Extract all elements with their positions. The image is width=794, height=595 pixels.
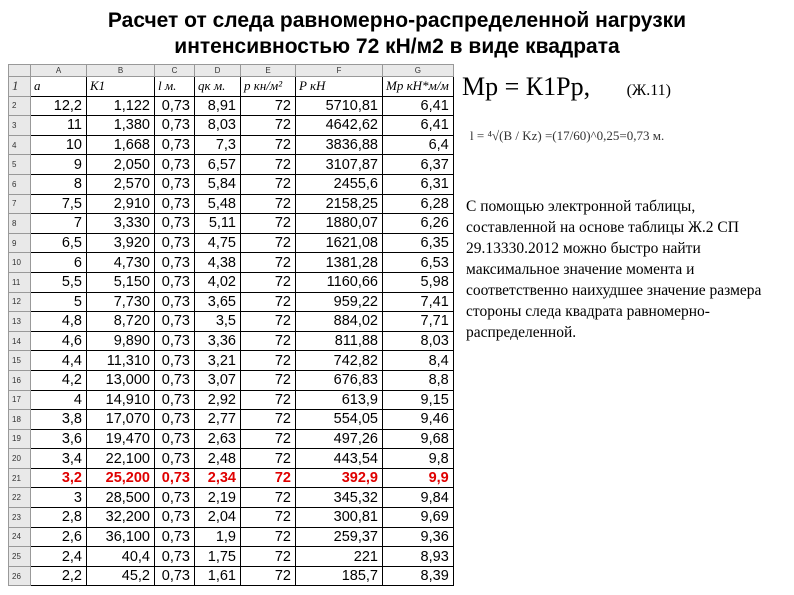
formula-tag: (Ж.11) — [626, 82, 671, 99]
table-cell[interactable]: 9,890 — [87, 331, 155, 351]
table-row — [9, 272, 454, 292]
table-cell[interactable]: 72 — [241, 292, 296, 312]
table-cell[interactable]: 8,91 — [195, 96, 241, 116]
table-cell[interactable]: 5,5 — [31, 272, 87, 292]
table-cell[interactable]: 8 — [31, 174, 87, 194]
table-row — [9, 410, 454, 430]
row-number-cell[interactable]: 1 — [9, 77, 31, 97]
table-cell[interactable]: 0,73 — [155, 116, 195, 136]
table-cell[interactable]: 0,73 — [155, 253, 195, 273]
title-line-2: интенсивностью 72 кН/м2 в виде квадрата — [174, 35, 620, 58]
table-cell[interactable]: 300,81 — [296, 508, 383, 528]
table-cell[interactable]: 3836,88 — [296, 135, 383, 155]
table-cell[interactable]: 9,69 — [383, 508, 454, 528]
table-cell[interactable]: 72 — [241, 272, 296, 292]
table-cell[interactable]: 0,73 — [155, 233, 195, 253]
table-row — [9, 135, 454, 155]
row-number-cell[interactable]: 6 — [9, 174, 31, 194]
table-cell[interactable]: 0,73 — [155, 547, 195, 567]
table-cell[interactable]: 6,31 — [383, 174, 454, 194]
table-cell[interactable]: 72 — [241, 116, 296, 136]
table-cell[interactable]: 2,19 — [195, 488, 241, 508]
table-cell[interactable]: 7,3 — [195, 135, 241, 155]
table-row — [9, 116, 454, 136]
table-cell[interactable]: 72 — [241, 547, 296, 567]
table-cell[interactable]: 6,41 — [383, 96, 454, 116]
row-number-cell[interactable]: 16 — [9, 370, 31, 390]
table-cell[interactable]: 19,470 — [87, 429, 155, 449]
table-cell[interactable]: D — [195, 65, 241, 77]
table-cell[interactable]: 22,100 — [87, 449, 155, 469]
table-cell[interactable]: 72 — [241, 527, 296, 547]
table-cell[interactable]: 9,8 — [383, 449, 454, 469]
table-cell[interactable]: 3,8 — [31, 410, 87, 430]
table-cell[interactable]: 6,57 — [195, 155, 241, 175]
table-cell[interactable]: 4,730 — [87, 253, 155, 273]
table-cell[interactable]: 3,4 — [31, 449, 87, 469]
table-row — [9, 174, 454, 194]
table-cell[interactable]: 72 — [241, 253, 296, 273]
table-row — [9, 155, 454, 175]
table-cell[interactable]: 2,6 — [31, 527, 87, 547]
table-cell[interactable]: 8,93 — [383, 547, 454, 567]
table-cell[interactable]: 8,03 — [383, 331, 454, 351]
header-row — [9, 77, 454, 97]
table-cell[interactable]: 8,39 — [383, 566, 454, 586]
table-cell[interactable]: 613,9 — [296, 390, 383, 410]
table-cell[interactable]: 36,100 — [87, 527, 155, 547]
table-cell[interactable]: 3,6 — [31, 429, 87, 449]
table-cell[interactable]: K1 — [87, 77, 155, 97]
table-cell[interactable]: 4,75 — [195, 233, 241, 253]
table-cell[interactable]: 3,920 — [87, 233, 155, 253]
description-paragraph: С помощью электронной таблицы, составленной на основе таблицы Ж.2 СП 29.13330.2012 можно быстро найти максимальное значение момента и соответственно наихудшее значение размера стороны следа квадрата равномерно-распределенной. — [466, 198, 762, 341]
table-cell[interactable]: 6,35 — [383, 233, 454, 253]
table-cell[interactable]: 0,73 — [155, 370, 195, 390]
table-cell[interactable]: 14,910 — [87, 390, 155, 410]
formula-main: Мр = К1Рр, — [462, 72, 591, 101]
table-cell[interactable]: 0,73 — [155, 96, 195, 116]
table-cell[interactable]: 7,730 — [87, 292, 155, 312]
table-row — [9, 429, 454, 449]
table-cell[interactable]: 6,4 — [383, 135, 454, 155]
data-table — [8, 64, 454, 586]
table-cell[interactable]: 72 — [241, 214, 296, 234]
table-cell[interactable]: 17,070 — [87, 410, 155, 430]
table-row — [9, 351, 454, 371]
table-row — [9, 233, 454, 253]
table-cell[interactable]: 72 — [241, 331, 296, 351]
table-cell[interactable]: 3,36 — [195, 331, 241, 351]
row-number-cell[interactable]: 3 — [9, 116, 31, 136]
table-cell[interactable]: 1,122 — [87, 96, 155, 116]
table-cell[interactable]: 2,2 — [31, 566, 87, 586]
row-number-cell[interactable]: 21 — [9, 468, 31, 488]
table-cell[interactable]: 11,310 — [87, 351, 155, 371]
table-row — [9, 370, 454, 390]
table-cell[interactable]: 5,98 — [383, 272, 454, 292]
table-cell[interactable]: 497,26 — [296, 429, 383, 449]
row-number-cell[interactable]: 19 — [9, 429, 31, 449]
table-cell[interactable]: 72 — [241, 566, 296, 586]
table-cell[interactable]: 7,5 — [31, 194, 87, 214]
table-cell[interactable]: 32,200 — [87, 508, 155, 528]
table-cell[interactable]: 0,73 — [155, 174, 195, 194]
table-cell[interactable]: 72 — [241, 370, 296, 390]
table-cell[interactable]: 0,73 — [155, 410, 195, 430]
table-cell[interactable]: 40,4 — [87, 547, 155, 567]
table-cell[interactable]: 4,6 — [31, 331, 87, 351]
table-cell[interactable]: 2,92 — [195, 390, 241, 410]
table-cell[interactable]: 72 — [241, 135, 296, 155]
table-row — [9, 96, 454, 116]
table-cell[interactable]: 8,03 — [195, 116, 241, 136]
table-cell[interactable]: 345,32 — [296, 488, 383, 508]
table-cell[interactable]: 0,73 — [155, 468, 195, 488]
table-cell[interactable]: 3,2 — [31, 468, 87, 488]
row-number-cell[interactable]: 12 — [9, 292, 31, 312]
slide-title — [0, 8, 794, 60]
table-cell[interactable]: 676,83 — [296, 370, 383, 390]
row-number-cell[interactable]: 23 — [9, 508, 31, 528]
table-cell[interactable]: 2,570 — [87, 174, 155, 194]
row-number-cell[interactable]: 14 — [9, 331, 31, 351]
table-cell[interactable]: 5 — [31, 292, 87, 312]
table-cell[interactable]: l м. — [155, 77, 195, 97]
row-number-cell[interactable] — [9, 65, 31, 77]
table-cell[interactable]: 5,11 — [195, 214, 241, 234]
table-cell[interactable]: 12,2 — [31, 96, 87, 116]
table-cell[interactable]: 2,8 — [31, 508, 87, 528]
row-number-cell[interactable]: 17 — [9, 390, 31, 410]
table-cell[interactable]: 2455,6 — [296, 174, 383, 194]
row-number-cell[interactable]: 8 — [9, 214, 31, 234]
table-cell[interactable]: 259,37 — [296, 527, 383, 547]
table-cell[interactable]: 2,34 — [195, 468, 241, 488]
table-cell[interactable]: 554,05 — [296, 410, 383, 430]
table-cell[interactable]: 4,8 — [31, 312, 87, 332]
table-cell[interactable]: 5,48 — [195, 194, 241, 214]
table-cell[interactable]: 3,07 — [195, 370, 241, 390]
table-cell[interactable]: p кн/м² — [241, 77, 296, 97]
length-formula: l = ⁴√(B / Kz) =(17/60)^0,25=0,73 м. — [470, 128, 665, 143]
column-header-row — [9, 65, 454, 77]
table-cell[interactable]: 2158,25 — [296, 194, 383, 214]
row-number-cell[interactable]: 5 — [9, 155, 31, 175]
table-cell[interactable]: 5,150 — [87, 272, 155, 292]
table-cell[interactable]: 185,7 — [296, 566, 383, 586]
table-row — [9, 312, 454, 332]
row-number-cell[interactable]: 4 — [9, 135, 31, 155]
table-cell[interactable]: 45,2 — [87, 566, 155, 586]
table-cell[interactable]: 72 — [241, 468, 296, 488]
table-cell[interactable]: 0,73 — [155, 292, 195, 312]
table-cell[interactable]: 72 — [241, 96, 296, 116]
table-cell[interactable]: 6,53 — [383, 253, 454, 273]
table-cell[interactable]: 1,380 — [87, 116, 155, 136]
table-cell[interactable]: a — [31, 77, 87, 97]
table-cell[interactable]: 4,2 — [31, 370, 87, 390]
row-number-cell[interactable]: 13 — [9, 312, 31, 332]
row-number-cell[interactable]: 7 — [9, 194, 31, 214]
table-cell[interactable]: 8,8 — [383, 370, 454, 390]
table-row — [9, 508, 454, 528]
table-cell[interactable]: 3 — [31, 488, 87, 508]
table-cell[interactable]: 72 — [241, 488, 296, 508]
row-number-cell[interactable]: 2 — [9, 96, 31, 116]
row-number-cell[interactable]: 20 — [9, 449, 31, 469]
table-cell[interactable]: E — [241, 65, 296, 77]
row-number-cell[interactable]: 10 — [9, 253, 31, 273]
table-cell[interactable]: 72 — [241, 174, 296, 194]
table-row — [9, 214, 454, 234]
table-cell[interactable]: 3,5 — [195, 312, 241, 332]
table-cell[interactable]: 0,73 — [155, 155, 195, 175]
table-cell[interactable]: 3107,87 — [296, 155, 383, 175]
table-cell[interactable]: P кН — [296, 77, 383, 97]
table-cell[interactable]: 5710,81 — [296, 96, 383, 116]
table-cell[interactable]: 2,77 — [195, 410, 241, 430]
table-cell[interactable]: 10 — [31, 135, 87, 155]
table-cell[interactable]: 2,04 — [195, 508, 241, 528]
table-cell[interactable]: 72 — [241, 155, 296, 175]
table-cell[interactable]: 811,88 — [296, 331, 383, 351]
table-cell[interactable]: 2,050 — [87, 155, 155, 175]
table-cell[interactable]: 72 — [241, 233, 296, 253]
table-cell[interactable]: 4 — [31, 390, 87, 410]
table-cell[interactable]: 9,36 — [383, 527, 454, 547]
table-cell[interactable]: 25,200 — [87, 468, 155, 488]
row-number-cell[interactable]: 25 — [9, 547, 31, 567]
table-cell[interactable]: 0,73 — [155, 312, 195, 332]
table-cell[interactable]: 6,28 — [383, 194, 454, 214]
table-cell[interactable]: 742,82 — [296, 351, 383, 371]
table-cell[interactable]: 1621,08 — [296, 233, 383, 253]
row-number-cell[interactable]: 18 — [9, 410, 31, 430]
table-cell[interactable]: 9,68 — [383, 429, 454, 449]
table-row — [9, 468, 454, 488]
row-number-cell[interactable]: 22 — [9, 488, 31, 508]
table-cell[interactable]: 2,4 — [31, 547, 87, 567]
moment-formula — [462, 72, 671, 102]
table-cell[interactable]: 0,73 — [155, 331, 195, 351]
table-cell[interactable]: 72 — [241, 410, 296, 430]
table-cell[interactable]: 0,73 — [155, 351, 195, 371]
table-row — [9, 488, 454, 508]
table-cell[interactable]: 6,5 — [31, 233, 87, 253]
table-cell[interactable]: 0,73 — [155, 488, 195, 508]
table-cell[interactable]: 1880,07 — [296, 214, 383, 234]
table-cell[interactable]: 4,4 — [31, 351, 87, 371]
table-cell[interactable]: 0,73 — [155, 390, 195, 410]
table-cell[interactable]: 0,73 — [155, 508, 195, 528]
table-cell[interactable]: 5,84 — [195, 174, 241, 194]
table-cell[interactable]: 0,73 — [155, 272, 195, 292]
table-cell[interactable]: 9,9 — [383, 468, 454, 488]
table-cell[interactable]: 6,37 — [383, 155, 454, 175]
row-number-cell[interactable]: 26 — [9, 566, 31, 586]
table-cell[interactable]: 1381,28 — [296, 253, 383, 273]
table-cell[interactable]: 3,21 — [195, 351, 241, 371]
title-line-1: Расчет от следа равномерно-распределенной нагрузки — [107, 9, 687, 32]
table-cell[interactable]: 6,41 — [383, 116, 454, 136]
table-cell[interactable]: 72 — [241, 449, 296, 469]
table-cell[interactable]: 0,73 — [155, 429, 195, 449]
row-number-cell[interactable]: 9 — [9, 233, 31, 253]
table-row — [9, 390, 454, 410]
table-cell[interactable]: 1160,66 — [296, 272, 383, 292]
table-cell[interactable]: 72 — [241, 351, 296, 371]
table-cell[interactable]: 72 — [241, 194, 296, 214]
table-row — [9, 449, 454, 469]
table-cell[interactable]: 4642,62 — [296, 116, 383, 136]
table-cell[interactable]: 3,65 — [195, 292, 241, 312]
table-cell[interactable]: 0,73 — [155, 527, 195, 547]
table-cell[interactable]: 3,330 — [87, 214, 155, 234]
table-row — [9, 292, 454, 312]
table-cell[interactable]: 1,61 — [195, 566, 241, 586]
table-cell[interactable]: 7,41 — [383, 292, 454, 312]
table-cell[interactable]: 72 — [241, 390, 296, 410]
table-cell[interactable]: 4,38 — [195, 253, 241, 273]
table-cell[interactable]: 959,22 — [296, 292, 383, 312]
table-cell[interactable]: 8,720 — [87, 312, 155, 332]
row-number-cell[interactable]: 11 — [9, 272, 31, 292]
row-number-cell[interactable]: 24 — [9, 527, 31, 547]
table-cell[interactable]: 9,15 — [383, 390, 454, 410]
table-cell[interactable]: 2,48 — [195, 449, 241, 469]
row-number-cell[interactable]: 15 — [9, 351, 31, 371]
table-cell[interactable]: 4,02 — [195, 272, 241, 292]
table-cell[interactable]: qк м. — [195, 77, 241, 97]
table-cell[interactable]: 72 — [241, 508, 296, 528]
table-cell[interactable]: 7 — [31, 214, 87, 234]
table-cell[interactable]: 6 — [31, 253, 87, 273]
table-cell[interactable]: 8,4 — [383, 351, 454, 371]
table-row — [9, 253, 454, 273]
table-cell[interactable]: 1,668 — [87, 135, 155, 155]
table-cell[interactable]: 6,26 — [383, 214, 454, 234]
table-cell[interactable]: 884,02 — [296, 312, 383, 332]
table-cell[interactable]: 9,84 — [383, 488, 454, 508]
table-cell[interactable]: 1,9 — [195, 527, 241, 547]
table-cell[interactable]: 392,9 — [296, 468, 383, 488]
table-cell[interactable]: 7,71 — [383, 312, 454, 332]
table-cell[interactable]: 0,73 — [155, 194, 195, 214]
table-cell[interactable]: 13,000 — [87, 370, 155, 390]
table-cell[interactable]: F — [296, 65, 383, 77]
table-cell[interactable]: 72 — [241, 429, 296, 449]
table-cell[interactable]: 28,500 — [87, 488, 155, 508]
table-cell[interactable]: 0,73 — [155, 566, 195, 586]
table-cell[interactable]: B — [87, 65, 155, 77]
table-cell[interactable]: 11 — [31, 116, 87, 136]
table-cell[interactable]: 9,46 — [383, 410, 454, 430]
table-row — [9, 547, 454, 567]
table-row — [9, 566, 454, 586]
spreadsheet — [8, 64, 454, 586]
table-cell[interactable]: G — [383, 65, 454, 77]
table-cell[interactable]: 2,910 — [87, 194, 155, 214]
table-cell[interactable]: 221 — [296, 547, 383, 567]
table-cell[interactable]: 2,63 — [195, 429, 241, 449]
table-cell[interactable]: 0,73 — [155, 135, 195, 155]
table-cell[interactable]: Мр кН*м/м — [383, 77, 454, 97]
table-cell[interactable]: 1,75 — [195, 547, 241, 567]
table-cell[interactable]: 72 — [241, 312, 296, 332]
table-cell[interactable]: 443,54 — [296, 449, 383, 469]
table-cell[interactable]: 0,73 — [155, 449, 195, 469]
table-row — [9, 331, 454, 351]
table-cell[interactable]: C — [155, 65, 195, 77]
table-cell[interactable]: 0,73 — [155, 214, 195, 234]
table-cell[interactable]: 9 — [31, 155, 87, 175]
table-cell[interactable]: A — [31, 65, 87, 77]
table-row — [9, 194, 454, 214]
table-row — [9, 527, 454, 547]
